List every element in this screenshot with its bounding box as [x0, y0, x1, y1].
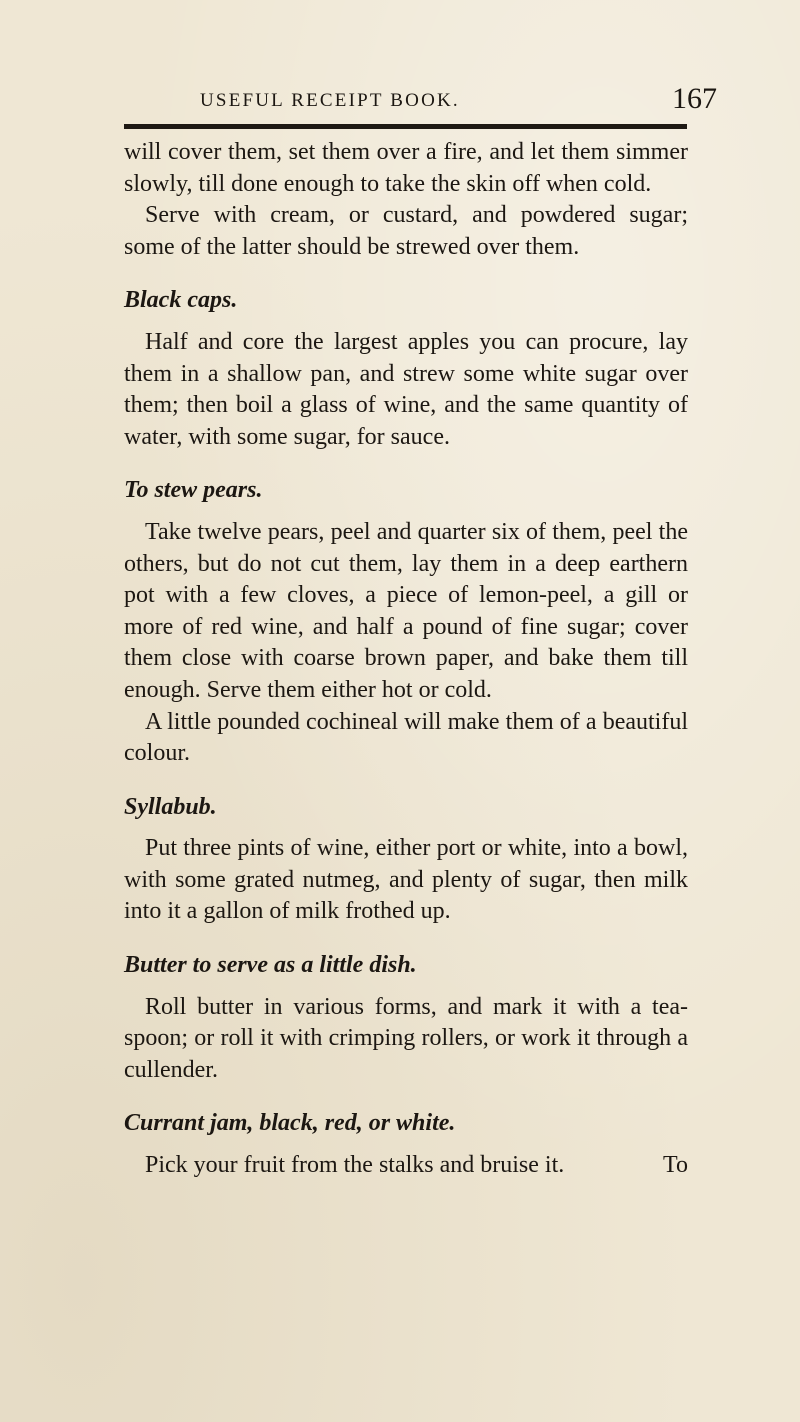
- serve-paragraph: Serve with cream, or custard, and powdered sugar; some of the latter should be strewed over them.: [124, 202, 688, 260]
- recipe-text-currant-jam-line: [124, 1150, 688, 1182]
- continuation-paragraph: will cover them, set them over a fire, and let them simmer slowly, till done enough to take the skin off when cold.: [124, 139, 688, 197]
- recipe-heading-stew-pears: To stew pears.: [124, 477, 263, 504]
- recipe-text-syllabub: Put three pints of wine, either port or white, into a bowl, with some grated nutmeg, and plenty of sugar, then milk into it a gallon of milk frothed up.: [124, 835, 688, 925]
- page-header: [0, 82, 800, 116]
- catchword: To: [663, 1152, 688, 1179]
- recipe-text-black-caps: Half and core the largest apples you can procure, lay them in a shallow pan, and strew some white sugar over them; then boil a glass of wine, and the same quantity of water, with some sugar, for sauce.: [124, 328, 688, 450]
- recipe-text-stew-pears: Take twelve pears, peel and quarter six of them, peel the others, but do not cut them, lay them in a deep earthern pot with a few cloves, a piece of lemon-peel, a gill or more of red wine, and half a pound of fine sugar; cover them close with coarse brown paper, and bake them till enough. Serve them either hot or cold.: [124, 518, 688, 703]
- page-number: 167: [672, 82, 717, 115]
- header-rule: [124, 124, 687, 129]
- running-title: USEFUL RECEIPT BOOK.: [200, 90, 460, 111]
- recipe-text-currant-jam: Pick your fruit from the stalks and bruise it.: [145, 1152, 565, 1179]
- recipe-heading-black-caps: Black caps.: [124, 287, 238, 314]
- page-body: [124, 137, 688, 1182]
- recipe-note-stew-pears: A little pounded cochineal will make them of a beautiful colour.: [124, 708, 688, 767]
- recipe-heading-syllabub: Syllabub.: [124, 793, 217, 820]
- recipe-heading-currant-jam: Currant jam, black, red, or white.: [124, 1110, 456, 1137]
- recipe-heading-butter: Butter to serve as a little dish.: [124, 952, 417, 979]
- recipe-text-butter: Roll butter in various forms, and mark it with a tea-spoon; or roll it with crimping rollers, or work it through a cullender.: [124, 993, 688, 1083]
